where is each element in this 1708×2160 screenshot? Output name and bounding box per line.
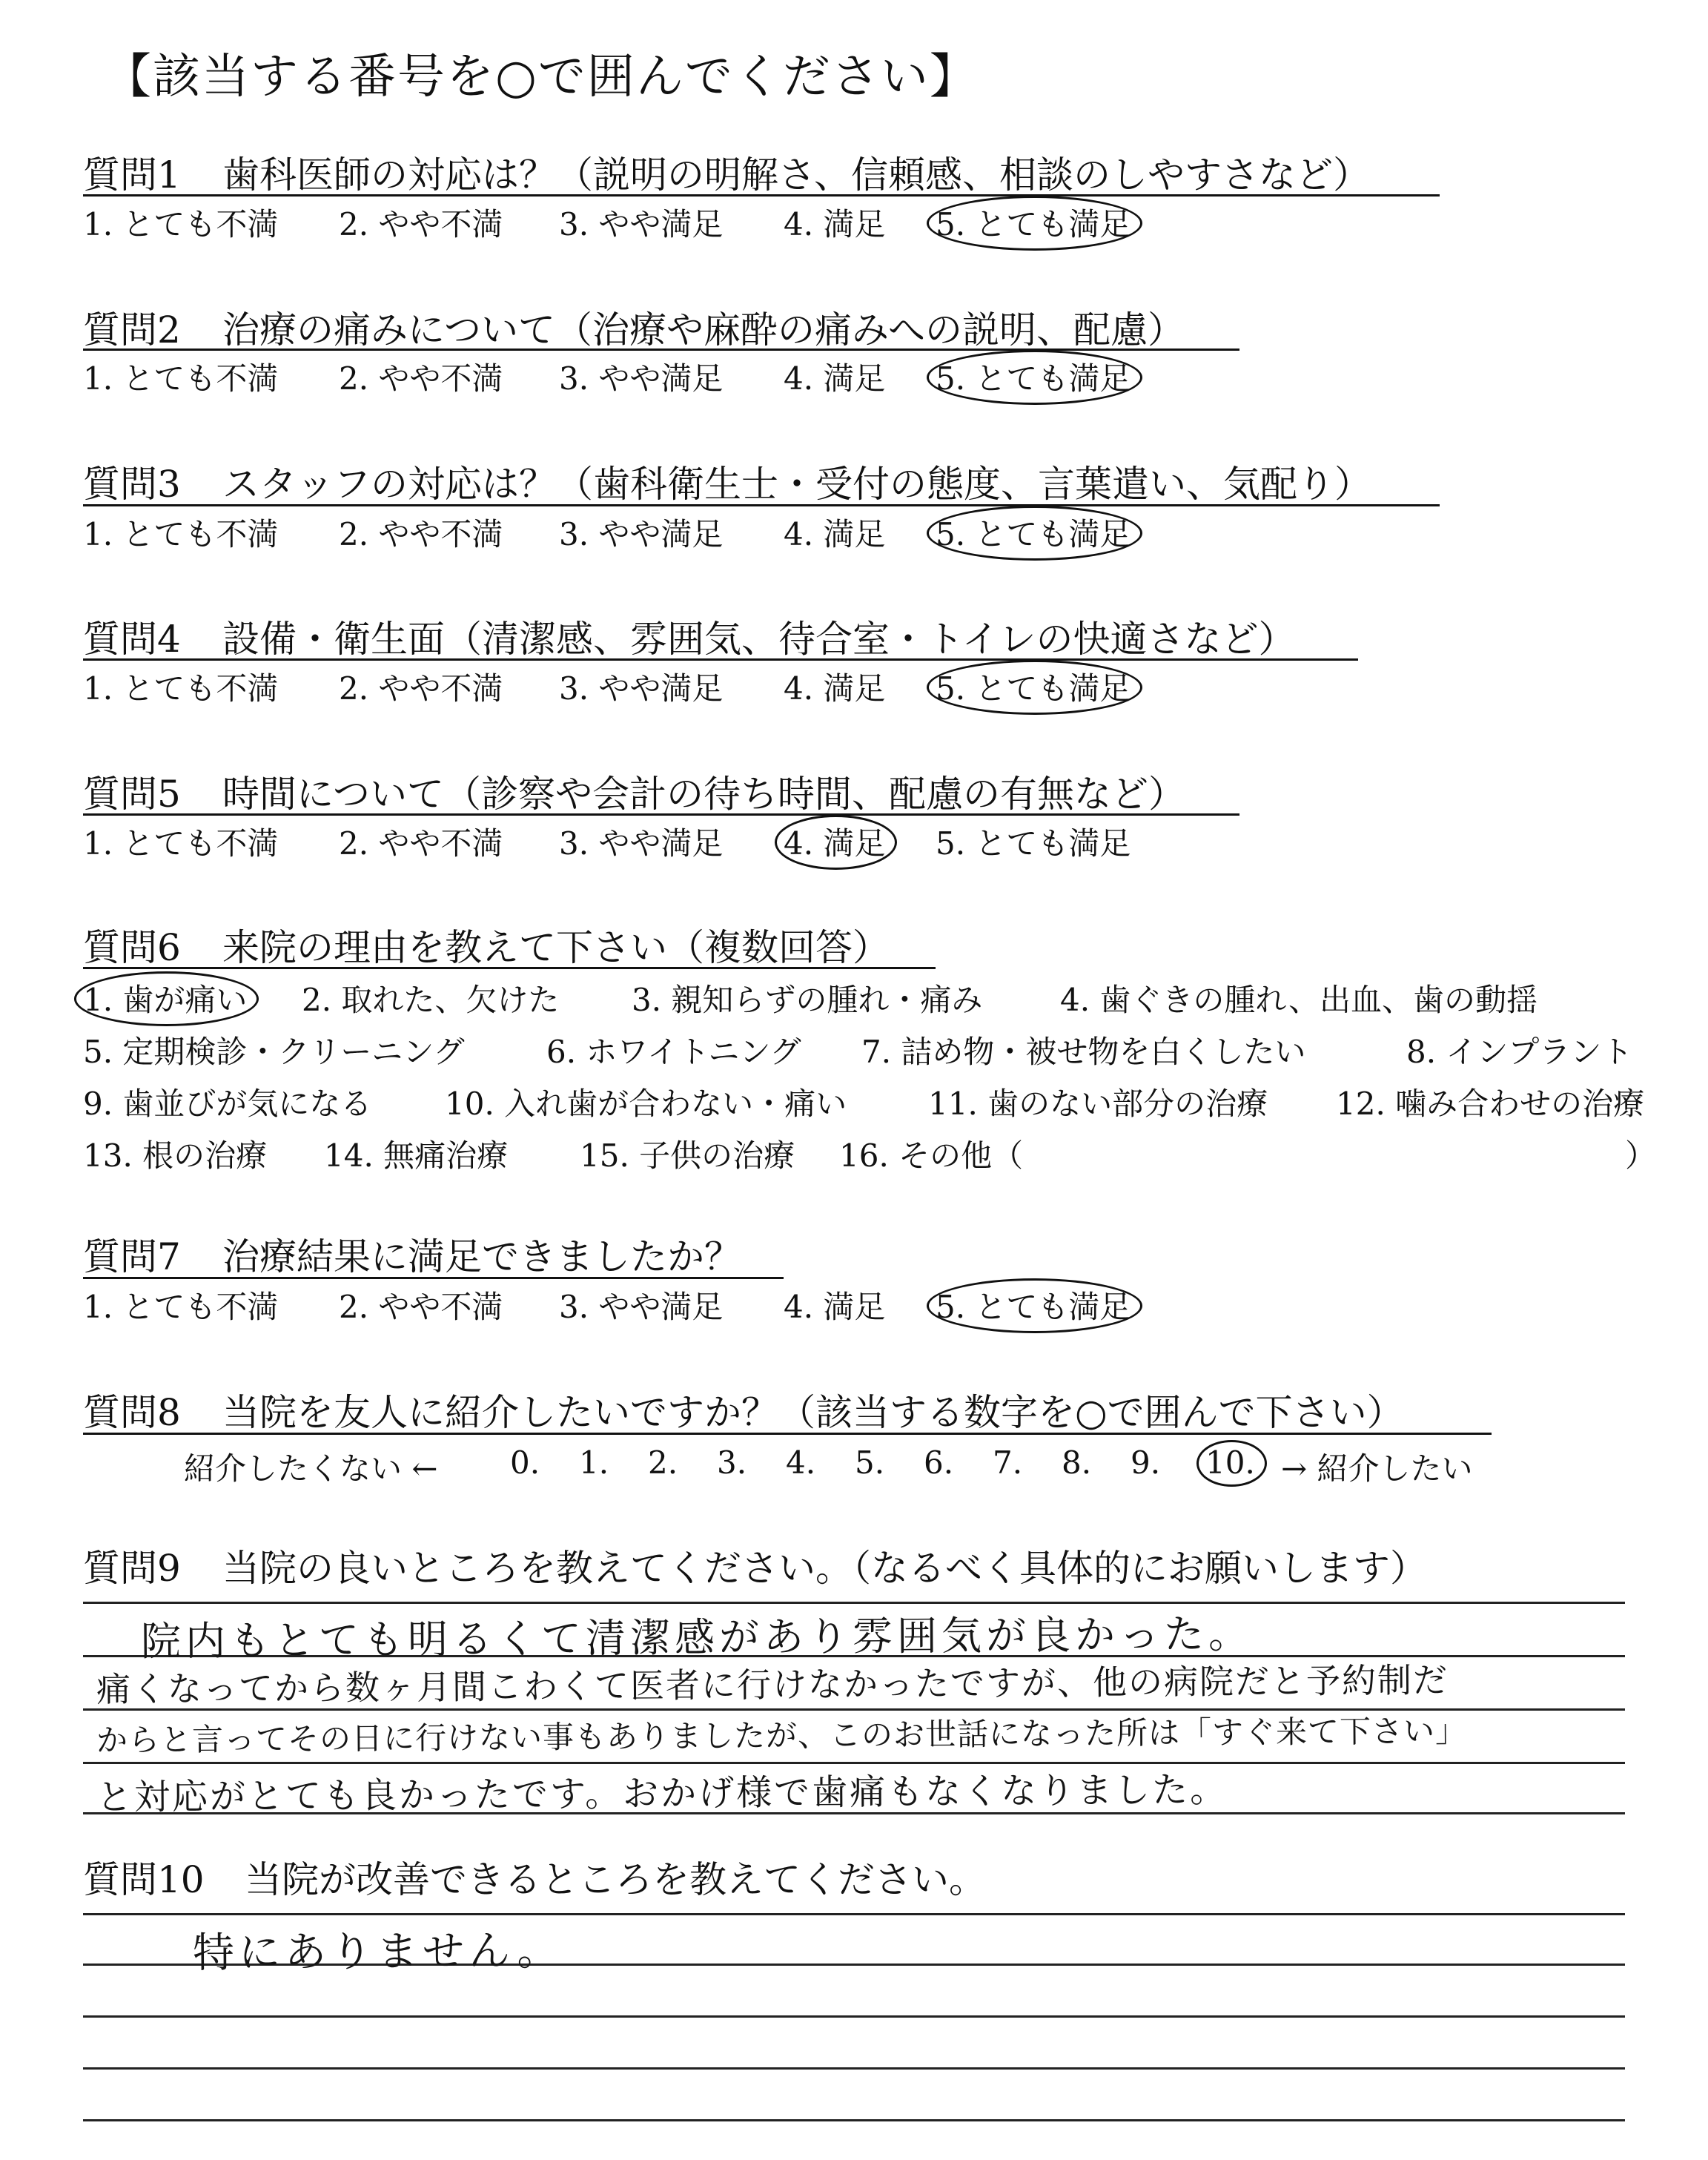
q5-selected-circle: 4. 満足 — [784, 819, 885, 864]
q1-option-5[interactable] — [936, 200, 1131, 245]
q7-option-4[interactable]: 4. 満足 — [784, 1289, 886, 1325]
reason-7[interactable]: 7. 詰め物・被せ物を白くしたい — [861, 1034, 1306, 1070]
question-6-text: 来院の理由を教えて下さい（複数回答） — [222, 926, 890, 969]
q5-option-1[interactable]: 1. とても不満 — [83, 825, 279, 862]
q9-writing-line-1 — [83, 1602, 1625, 1604]
question-5-text: 時間について（診察や会計の待ち時間、配慮の有無など） — [222, 773, 1185, 816]
q5-option-3[interactable]: 3. やや満足 — [559, 825, 724, 862]
q10-writing-line-1 — [83, 1913, 1625, 1915]
reason-14[interactable]: 14. 無痛治療 — [324, 1137, 509, 1174]
reason-16-close-paren: ） — [1625, 1137, 1657, 1174]
reason-9[interactable]: 9. 歯並びが気になる — [83, 1086, 372, 1122]
question-4-text: 設備・衛生面（清潔感、雰囲気、待合室・トイレの快適さなど） — [222, 618, 1296, 661]
q1-option-4[interactable]: 4. 満足 — [784, 206, 886, 242]
reason-1[interactable] — [83, 976, 247, 1020]
q4-option-1[interactable]: 1. とても不満 — [83, 670, 279, 707]
q3-selected-circle: 5. とても満足 — [936, 510, 1131, 555]
q7-option-2[interactable]: 2. やや不満 — [339, 1289, 503, 1325]
question-1-underline — [83, 194, 1440, 196]
question-1-text: 歯科医師の対応は？（説明の明解さ、信頼感、相談のしやすさなど） — [222, 153, 1370, 196]
question-7-underline — [83, 1277, 784, 1279]
q7-selected-circle: 5. とても満足 — [936, 1283, 1131, 1327]
question-2-options[interactable] — [83, 354, 1269, 399]
recommend-left-label: 紹介したくない ← — [184, 1450, 438, 1487]
q5-option-4[interactable] — [784, 819, 885, 864]
recommend-right-label: → 紹介したい — [1281, 1450, 1473, 1487]
q9-answer-line-2: 痛くなってから数ヶ月間こわくて医者に行けなかったですが、他の病院だと予約制だ — [96, 1659, 1449, 1710]
q10-writing-line-4 — [83, 2067, 1625, 2070]
q5-option-2[interactable]: 2. やや不満 — [339, 825, 503, 862]
question-8-text: 当院を友人に紹介したいですか？（該当する数字を○で囲んで下さい） — [222, 1391, 1404, 1434]
q9-answer-line-4: と対応がとても良かったです。おかげ様で歯痛もなくなりました。 — [96, 1768, 1228, 1819]
question-1-label: 質問1 — [83, 153, 181, 196]
scale-10[interactable] — [1205, 1444, 1255, 1481]
question-7-label: 質問7 — [83, 1235, 181, 1278]
q10-answer: 特にありません。 — [192, 1926, 563, 1978]
question-9-text: 当院の良いところを教えてください。（なるべく具体的にお願いします） — [222, 1547, 1427, 1590]
q2-selected-circle: 5. とても満足 — [936, 354, 1131, 399]
reason-3[interactable]: 3. 親知らずの腫れ・痛み — [632, 982, 983, 1018]
q4-selected-circle: 5. とても満足 — [936, 664, 1131, 709]
question-5-underline — [83, 813, 1239, 816]
question-1-options[interactable] — [83, 200, 1269, 245]
q4-option-5[interactable] — [936, 664, 1131, 709]
question-7-options[interactable] — [83, 1283, 1269, 1327]
reasons-row-3[interactable] — [83, 1080, 1645, 1124]
q2-option-2[interactable]: 2. やや不満 — [339, 360, 503, 397]
question-2-label: 質問2 — [83, 308, 181, 351]
q2-option-4[interactable]: 4. 満足 — [784, 360, 886, 397]
reason-15[interactable]: 15. 子供の治療 — [580, 1137, 795, 1174]
scale-7[interactable]: 7. — [993, 1444, 1023, 1481]
question-3-underline — [83, 504, 1440, 506]
question-2-underline — [83, 349, 1239, 351]
scale-5[interactable]: 5. — [855, 1444, 885, 1481]
q5-option-5[interactable]: 5. とても満足 — [936, 825, 1131, 862]
question-10-text: 当院が改善できるところを教えてください。 — [245, 1858, 986, 1901]
reason-12[interactable]: 12. 噛み合わせの治療 — [1336, 1086, 1645, 1122]
q2-option-1[interactable]: 1. とても不満 — [83, 360, 279, 397]
question-4-underline — [83, 658, 1358, 661]
q1-option-3[interactable]: 3. やや満足 — [559, 206, 724, 242]
page-title: 【該当する番号を○で囲んでください】 — [104, 50, 979, 105]
q8-selected-circle: 10. — [1205, 1444, 1255, 1481]
q7-option-1[interactable]: 1. とても不満 — [83, 1289, 279, 1325]
question-5-options[interactable] — [83, 819, 1269, 864]
question-3-text: スタッフの対応は？（歯科衛生士・受付の態度、言葉遣い、気配り） — [222, 463, 1371, 506]
q1-selected-circle: 5. とても満足 — [936, 200, 1131, 245]
q3-option-3[interactable]: 3. やや満足 — [559, 516, 724, 552]
question-2-text: 治療の痛みについて（治療や麻酔の痛みへの説明、配慮） — [222, 308, 1185, 351]
question-3-options[interactable] — [83, 510, 1269, 555]
reason-11[interactable]: 11. 歯のない部分の治療 — [928, 1086, 1268, 1122]
reasons-row-1[interactable] — [83, 976, 1625, 1020]
q6-selected-circle: 1. 歯が痛い — [83, 976, 247, 1020]
q9-answer-line-1: 院内もとても明るくて清潔感があり雰囲気が良かった。 — [140, 1610, 1254, 1665]
reason-16[interactable]: 16. その他（ — [839, 1137, 1024, 1174]
q2-option-3[interactable]: 3. やや満足 — [559, 360, 724, 397]
scale-3[interactable]: 3. — [717, 1444, 747, 1481]
scale-2[interactable]: 2. — [648, 1444, 678, 1481]
reason-10[interactable]: 10. 入れ歯が合わない・痛い — [445, 1086, 847, 1122]
q4-option-2[interactable]: 2. やや不満 — [339, 670, 503, 707]
q2-option-5[interactable] — [936, 354, 1131, 399]
q1-option-1[interactable]: 1. とても不満 — [83, 206, 279, 242]
q3-option-4[interactable]: 4. 満足 — [784, 516, 886, 552]
q10-writing-line-3 — [83, 2015, 1625, 2018]
question-9-label: 質問9 — [83, 1547, 181, 1590]
reason-4[interactable]: 4. 歯ぐきの腫れ、出血、歯の動揺 — [1060, 982, 1537, 1018]
scale-6[interactable]: 6. — [924, 1444, 954, 1481]
reason-6[interactable]: 6. ホワイトニング — [546, 1034, 801, 1070]
q10-writing-line-5 — [83, 2119, 1625, 2121]
question-7-text: 治療結果に満足できましたか？ — [222, 1235, 741, 1278]
scale-8[interactable]: 8. — [1062, 1444, 1092, 1481]
scale-4[interactable]: 4. — [786, 1444, 816, 1481]
reasons-row-2[interactable] — [83, 1028, 1633, 1072]
q7-option-3[interactable]: 3. やや満足 — [559, 1289, 724, 1325]
question-4-options[interactable] — [83, 664, 1269, 709]
q4-option-3[interactable]: 3. やや満足 — [559, 670, 724, 707]
q3-option-2[interactable]: 2. やや不満 — [339, 516, 503, 552]
reasons-row-4[interactable] — [83, 1132, 1657, 1176]
question-6-label: 質問6 — [83, 926, 181, 969]
reason-13[interactable]: 13. 根の治療 — [83, 1137, 268, 1174]
reason-2[interactable]: 2. 取れた、欠けた — [302, 982, 560, 1018]
question-5-label: 質問5 — [83, 773, 181, 816]
q9-answer-line-3: からと言ってその日に行けない事もありましたが、このお世話になった所は「すぐ来て下さい」 — [96, 1712, 1468, 1759]
scale-1[interactable]: 1. — [579, 1444, 609, 1481]
q3-option-5[interactable] — [936, 510, 1131, 555]
scale-0[interactable]: 0. — [510, 1444, 540, 1481]
recommend-scale[interactable] — [184, 1444, 1518, 1489]
q4-option-4[interactable]: 4. 満足 — [784, 670, 886, 707]
question-8-underline — [83, 1433, 1492, 1435]
q3-option-1[interactable]: 1. とても不満 — [83, 516, 279, 552]
question-6-underline — [83, 967, 936, 969]
question-8-label: 質問8 — [83, 1391, 181, 1434]
reason-8[interactable]: 8. インプラント — [1406, 1034, 1633, 1070]
q7-option-5[interactable] — [936, 1283, 1131, 1327]
question-10-label: 質問10 — [83, 1858, 205, 1901]
question-4-label: 質問4 — [83, 618, 181, 661]
reason-5[interactable]: 5. 定期検診・クリーニング — [83, 1034, 465, 1070]
scale-9[interactable]: 9. — [1131, 1444, 1161, 1481]
question-3-label: 質問3 — [83, 463, 181, 506]
q1-option-2[interactable]: 2. やや不満 — [339, 206, 503, 242]
